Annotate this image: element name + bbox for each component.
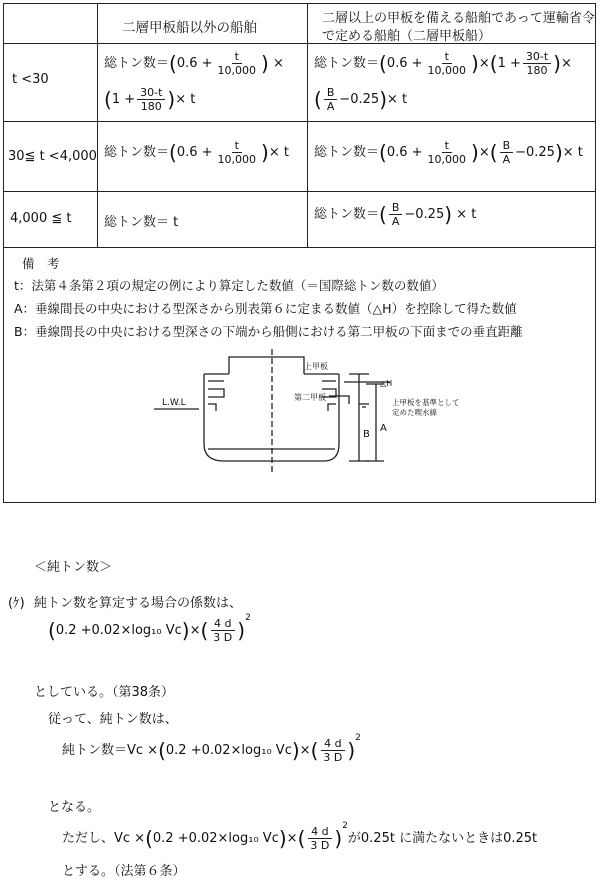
item-text: 純トン数を算定する場合の係数は、 — [34, 596, 243, 611]
waterline-note-1: 上甲板を基準として — [392, 398, 460, 407]
formula-r3-c1: 総トン数＝ t — [104, 215, 179, 230]
shiteiru-text: としている。（第38条） — [34, 685, 175, 700]
remarks-title: 備 考 — [22, 256, 60, 271]
suru-text: とする。（法第６条） — [62, 864, 186, 879]
waterline-note-2: 定めた喫水線 — [392, 408, 437, 417]
b-label: B — [363, 429, 370, 440]
delta-h-label: △H — [380, 379, 393, 388]
row-divider — [4, 247, 595, 248]
formula-r2-c1: 総トン数＝(0.6 + $\frac{t}{10,000}$ )× t — [104, 139, 289, 166]
row-divider — [4, 191, 595, 192]
lwl-label: L.W.L — [162, 398, 186, 408]
upper-deck-label: 上甲板 — [304, 362, 328, 371]
header-col1: 二層甲板船以外の船舶 — [122, 20, 257, 36]
net-heading: ＜純トン数＞ — [34, 560, 113, 575]
superstructure — [229, 357, 304, 374]
hull-section-diagram — [144, 349, 494, 479]
tadashi-formula: ただし、Vc ×(0.2 +0.02×log₁₀ Vc)×( $\frac{4 d}{3 D}$ )$^2$が0.25t に満たないときは0.25t — [62, 821, 538, 852]
header-col2-line1: 二層以上の甲板を備える船舶であって運輸省令 — [322, 11, 595, 26]
net-tonnage-formula: 純トン数＝Vc ×(0.2 +0.02×log₁₀ Vc)×( $\frac{4 d}{3 D}$ )$^2$ — [62, 733, 361, 764]
coefficient-formula: (0.2 +0.02×log₁₀ Vc)×( $\frac{4 d}{3 D}$ )$^2$ — [48, 613, 251, 644]
formula-r2-c2: 総トン数＝(0.6 + $\frac{t}{10,000}$ )×( $\frac{B}{A}$ −0.25)× t — [314, 139, 583, 166]
formula-r1-c1-line1: 総トン数＝(0.6 + $\frac{t}{10,000}$ ) × — [104, 50, 284, 77]
row-cond: 30≦ t <4,000 — [8, 149, 97, 164]
col-divider — [97, 4, 98, 247]
formula-r1-c1-line2: (1 + $\frac{30-t}{180}$ )× t — [104, 86, 196, 113]
shitagatte-text: 従って、純トン数は、 — [48, 712, 178, 727]
formula-r1-c2-line1: 総トン数＝(0.6 + $\frac{t}{10,000}$ )×(1 + $\frac{30-t}{180}$ )× — [314, 50, 572, 77]
row-cond: t <30 — [12, 72, 49, 87]
row-cond: 4,000 ≦ t — [10, 211, 72, 226]
row-divider — [4, 43, 595, 44]
formula-r3-c2: 総トン数＝( $\frac{B}{A}$ −0.25) × t — [314, 201, 477, 228]
tonnage-table — [3, 3, 596, 503]
header-col2-line2: で定める船舶（二層甲板船） — [322, 29, 492, 44]
row-divider — [4, 121, 595, 122]
remark-B: B：垂線間長の中央における型深さの下端から船側における第二甲板の下面までの垂直距離 — [14, 324, 523, 339]
second-deck-label: 第二甲板 — [294, 393, 326, 402]
col-divider — [307, 4, 308, 247]
naru-text: となる。 — [48, 800, 101, 815]
remark-t: t：法第４条第２項の規定の例により算定した数値（＝国際総トン数の数値） — [14, 278, 444, 293]
item-mark: (ｹ) — [8, 596, 25, 611]
remark-A: A：垂線間長の中央における型深さから別表第６に定まる数値（△H）を控除して得た数値 — [14, 301, 517, 316]
a-label: A — [380, 423, 387, 434]
formula-r1-c2-line2: ( $\frac{B}{A}$ −0.25)× t — [314, 86, 408, 113]
